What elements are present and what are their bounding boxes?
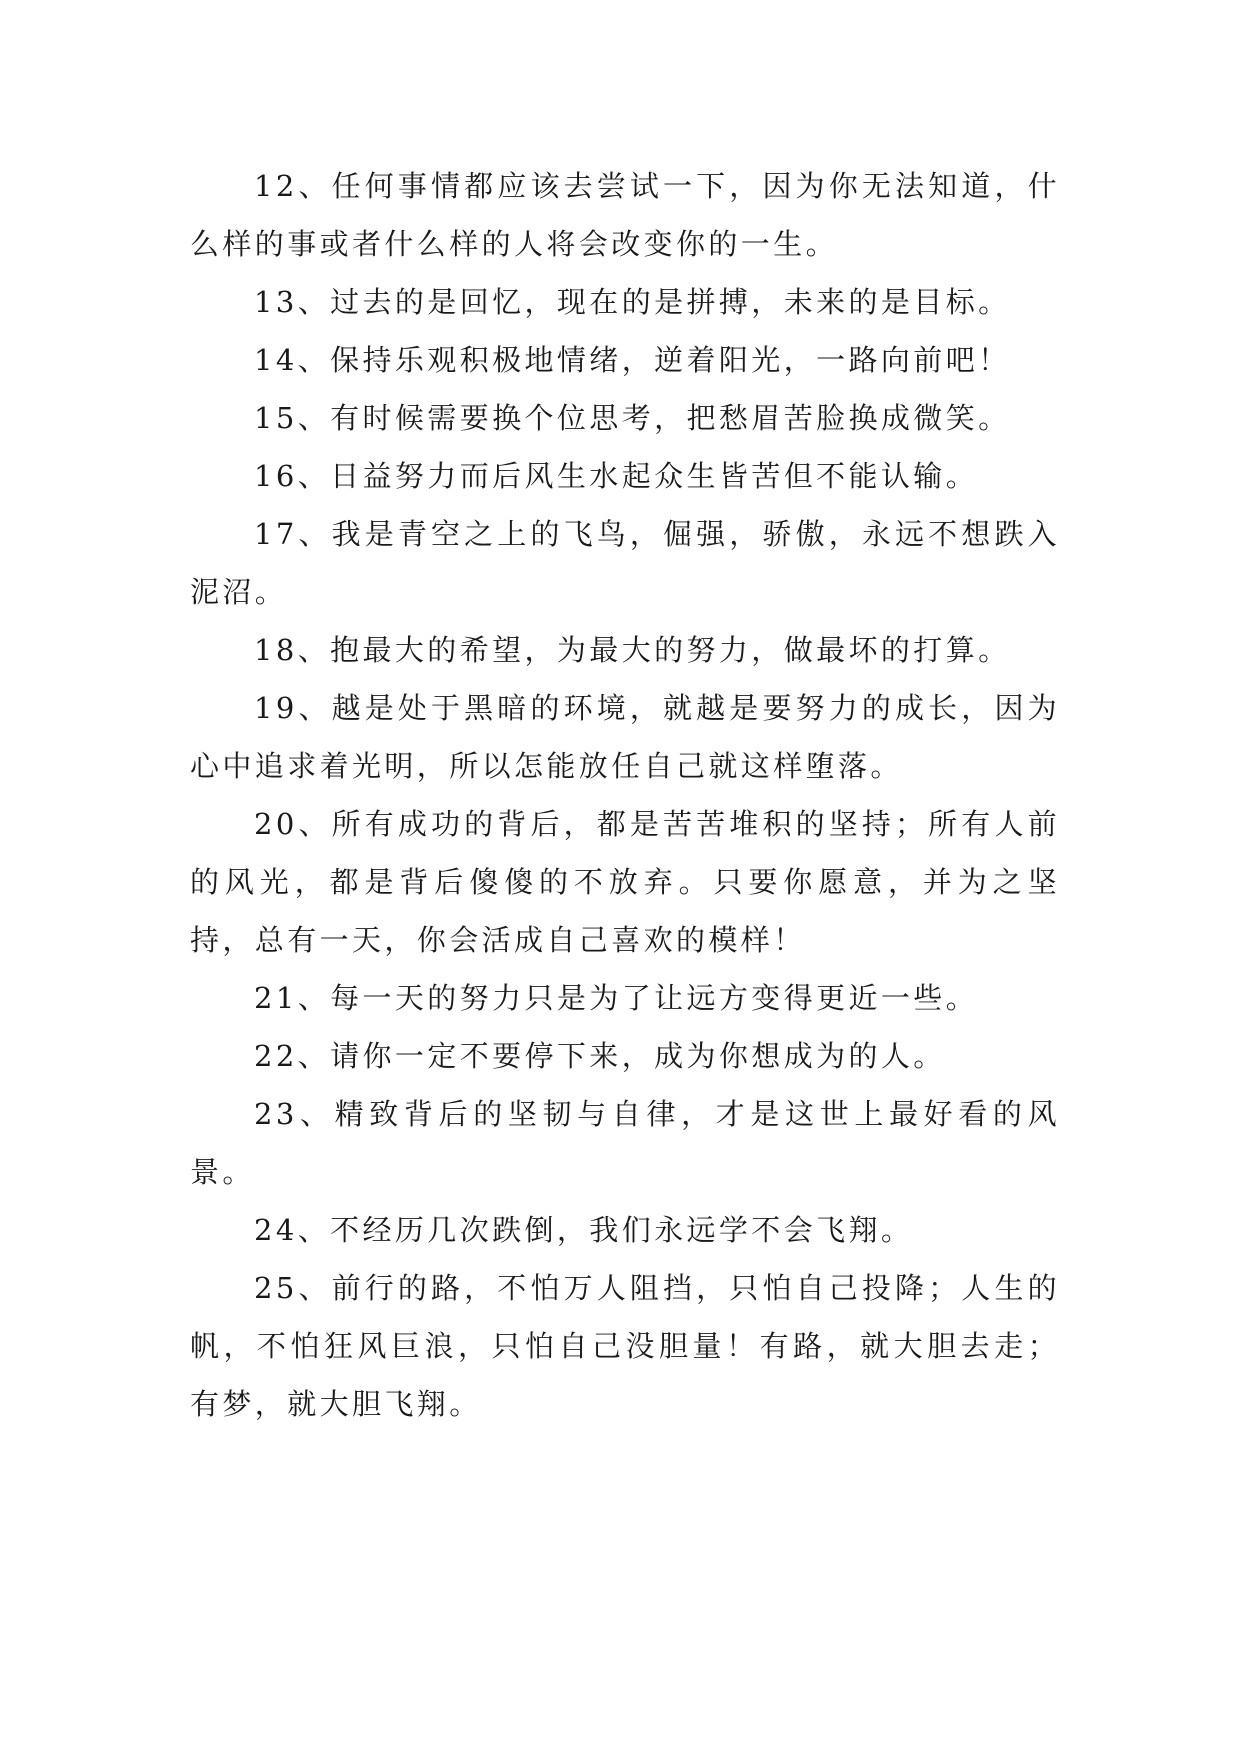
paragraph-16: 16、日益努力而后风生水起众生皆苦但不能认输。	[254, 459, 979, 493]
paragraph-14: 14、保持乐观积极地情绪，逆着阳光，一路向前吧！	[254, 343, 1011, 377]
paragraph-15: 15、有时候需要换个位思考，把愁眉苦脸换成微笑。	[254, 401, 1011, 435]
paragraph-19: 19、越是处于黑暗的环境，就越是要努力的成长，因为心中追求着光明，所以怎能放任自己就这样堕落。	[190, 691, 1060, 783]
paragraph-25: 25、前行的路，不怕万人阻挡，只怕自己投降；人生的帆，不怕狂风巨浪，只怕自己没胆量！有路，就大胆去走；有梦，就大胆飞翔。	[190, 1271, 1060, 1421]
paragraph-12: 12、任何事情都应该去尝试一下，因为你无法知道，什么样的事或者什么样的人将会改变你的一生。	[190, 169, 1060, 261]
paragraph-23: 23、精致背后的坚韧与自律，才是这世上最好看的风景。	[190, 1097, 1060, 1189]
paragraph-21: 21、每一天的努力只是为了让远方变得更近一些。	[254, 981, 979, 1015]
paragraph-18: 18、抱最大的希望，为最大的努力，做最坏的打算。	[254, 633, 1011, 667]
document-body	[190, 157, 1060, 1433]
paragraph-17: 17、我是青空之上的飞鸟，倔强，骄傲，永远不想跌入泥沼。	[190, 517, 1060, 609]
paragraph-20: 20、所有成功的背后，都是苦苦堆积的坚持；所有人前的风光，都是背后傻傻的不放弃。只要你愿意，并为之坚持，总有一天，你会活成自己喜欢的模样！	[190, 807, 1060, 957]
paragraph-22: 22、请你一定不要停下来，成为你想成为的人。	[254, 1039, 946, 1073]
paragraph-24: 24、不经历几次跌倒，我们永远学不会飞翔。	[254, 1213, 914, 1247]
paragraph-13: 13、过去的是回忆，现在的是拼搏，未来的是目标。	[254, 285, 1011, 319]
